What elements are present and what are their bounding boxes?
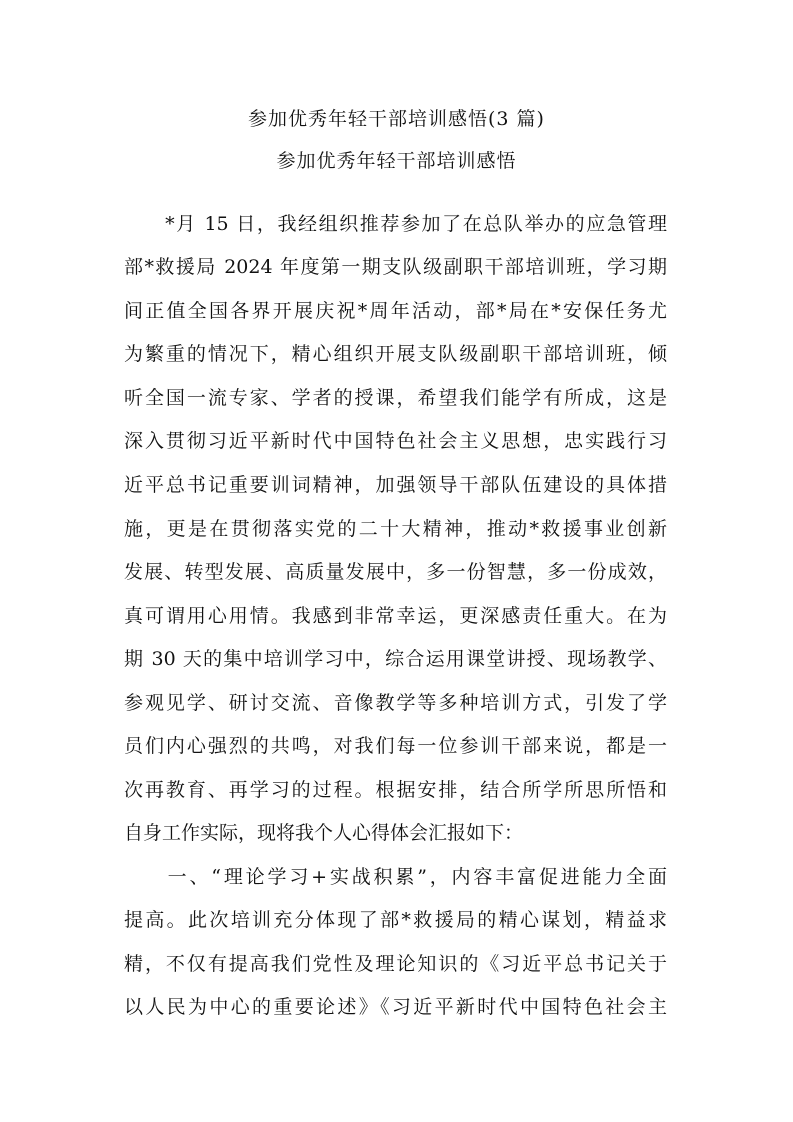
text-line: 听全国一流专家、学者的授课，希望我们能学有所成，这是 — [124, 387, 667, 409]
text-line: 参观见学、研讨交流、音像教学等多种培训方式，引发了学 — [124, 692, 667, 714]
text-line: 员们内心强烈的共鸣，对我们每一位参训干部来说，都是一 — [124, 735, 667, 757]
text-line: 一、“理论学习+实战积累”，内容丰富促进能力全面 — [124, 866, 667, 888]
text-line: 自身工作实际，现将我个人心得体会汇报如下： — [124, 822, 524, 844]
text-line: 为繁重的情况下，精心组织开展支队级副职干部培训班，倾 — [124, 343, 667, 365]
text-line: 深入贯彻习近平新时代中国特色社会主义思想，忠实践行习 — [124, 430, 667, 452]
text-line: 次再教育、再学习的过程。根据安排，结合所学所思所悟和 — [124, 779, 667, 801]
text-line: 提高。此次培训充分体现了部*救援局的精心谋划，精益求 — [124, 909, 667, 931]
text-line: 部*救援局 2024 年度第一期支队级副职干部培训班，学习期 — [124, 256, 667, 278]
text-line: 施，更是在贯彻落实党的二十大精神，推动*救援事业创新 — [124, 518, 667, 540]
text-line: 近平总书记重要训词精神，加强领导干部队伍建设的具体措 — [124, 474, 667, 496]
text-line: 间正值全国各界开展庆祝*周年活动，部*局在*安保任务尤 — [124, 300, 667, 322]
text-line: 发展、转型发展、高质量发展中，多一份智慧，多一份成效， — [124, 561, 667, 583]
text-line: *月 15 日，我经组织推荐参加了在总队举办的应急管理 — [124, 213, 667, 235]
document-subtitle: 参加优秀年轻干部培训感悟 — [276, 150, 517, 172]
text-line: 以人民为中心的重要论述》《习近平新时代中国特色社会主 — [124, 996, 667, 1018]
text-line: 精，不仅有提高我们党性及理论知识的《习近平总书记关于 — [124, 953, 667, 975]
document-title: 参加优秀年轻干部培训感悟(3 篇) — [248, 108, 545, 130]
text-line: 真可谓用心用情。我感到非常幸运，更深感责任重大。在为 — [124, 605, 667, 627]
text-line: 期 30 天的集中培训学习中，综合运用课堂讲授、现场教学、 — [124, 648, 667, 670]
